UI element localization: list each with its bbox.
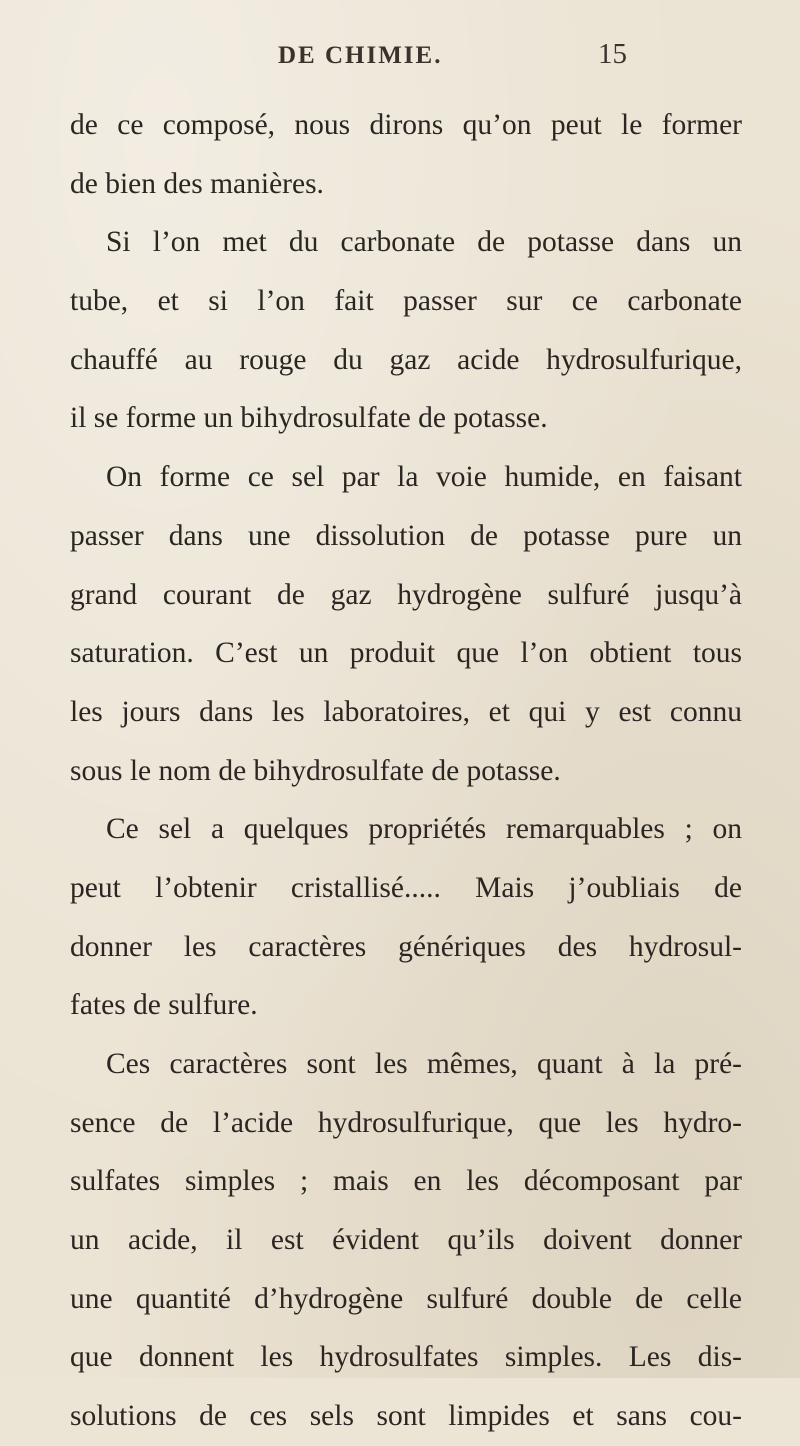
text-line: une quantité d’hydrogène sulfuré double de celle [70, 1282, 742, 1315]
text-line: il se forme un bihydrosulfate de potasse. [70, 402, 548, 435]
text-line: un acide, il est évident qu’ils doivent donner [70, 1224, 742, 1257]
text-line: sence de l’acide hydrosulfurique, que les hydro- [70, 1106, 742, 1139]
running-head [0, 38, 800, 82]
text-line: grand courant de gaz hydrogène sulfuré jusqu’à [70, 578, 742, 611]
text-line: de ce composé, nous dirons qu’on peut le former [70, 109, 742, 141]
text-line: Si l’on met du carbonate de potasse dans un [106, 226, 742, 259]
text-line: solutions de ces sels sont limpides et sans cou- [70, 1400, 742, 1433]
text-line: chauffé au rouge du gaz acide hydrosulfurique, [70, 343, 742, 376]
text-line: que donnent les hydrosulfates simples. Les dis- [70, 1341, 742, 1374]
body-text [70, 96, 742, 1446]
text-line: de bien des manières. [70, 167, 324, 200]
text-line: saturation. C’est un produit que l’on obtient tous [70, 637, 742, 670]
text-line: On forme ce sel par la voie humide, en faisant [106, 461, 742, 494]
text-line: Ces caractères sont les mêmes, quant à la pré- [106, 1048, 742, 1080]
text-line: peut l’obtenir cristallisé..... Mais j’oubliais de [70, 871, 742, 904]
text-line: donner les caractères génériques des hydrosul- [70, 930, 742, 963]
text-line: Ce sel a quelques propriétés remarquables ; on [106, 813, 742, 846]
running-title: DE CHIMIE. [278, 42, 443, 69]
text-line: les jours dans les laboratoires, et qui y est connu [70, 695, 742, 728]
text-line: passer dans une dissolution de potasse pure un [70, 519, 742, 552]
text-line: fates de sulfure. [70, 989, 258, 1022]
page-number: 15 [598, 38, 627, 70]
text-line: sulfates simples ; mais en les décomposant par [70, 1165, 742, 1198]
text-line: sous le nom de bihydrosulfate de potasse. [70, 754, 561, 787]
text-line: tube, et si l’on fait passer sur ce carbonate [70, 285, 742, 318]
